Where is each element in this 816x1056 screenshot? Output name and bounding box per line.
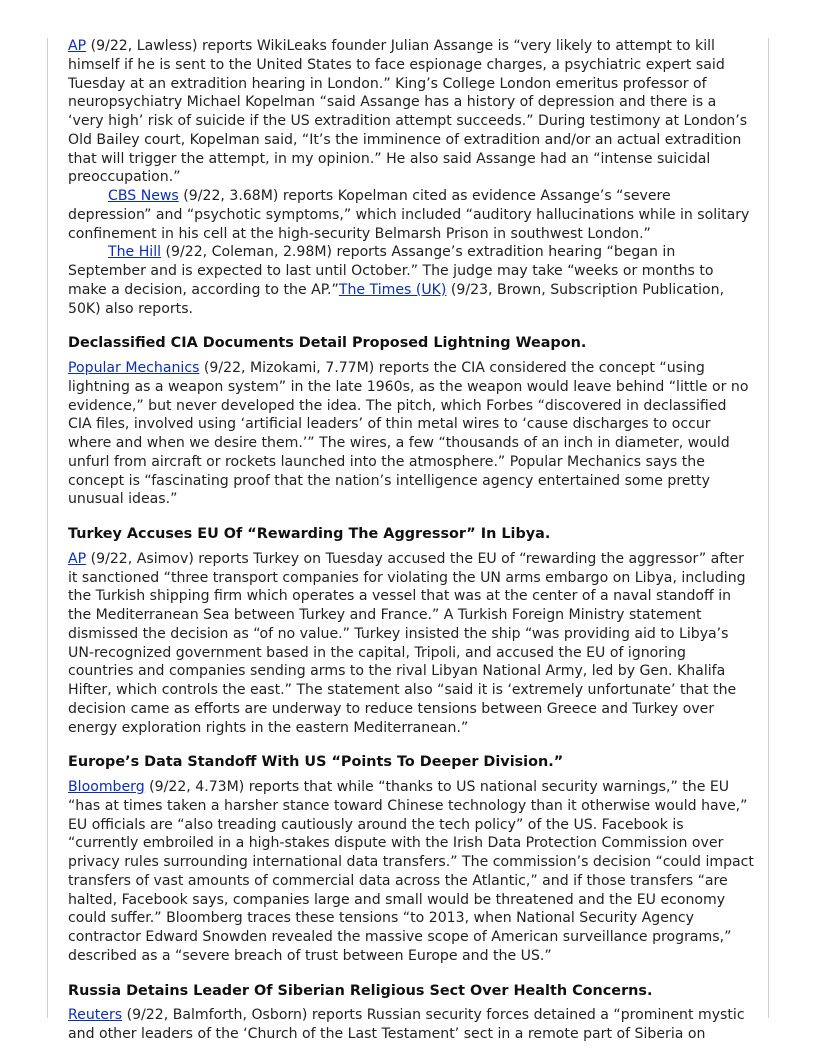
article-text: (9/23, Brown, Subscription Publication, 50K) also reports. xyxy=(68,281,725,317)
source-link-the-times-uk[interactable]: The Times (UK) xyxy=(338,281,447,298)
article-russia-sect xyxy=(68,982,754,1044)
source-link-bloomberg[interactable]: Bloomberg xyxy=(68,779,145,795)
article-text: (9/22, Mizokami, 7.77M) reports the CIA considered the concept “using lightning as a weapon system” in the late 1960s, as the weapon would leave behind “little or no evidence,” but never developed the idea. The pitch, which Forbes “discovered in declassified CIA files, involved using ‘artificial leaders’ of thin metal wires to ‘cause discharges to occur where and when we desire them.’” The wires, a few “thousands of an inch in diameter, would unfurl from aircraft or rockets launched into the atmosphere.” Popular Mechanics says the concept is “fascinating proof that the nation’s intelligence agency entertained some pretty unusual ideas.” xyxy=(68,360,749,508)
article-text: (9/22, 3.68M) reports Kopelman cited as evidence Assange’s “severe depression” and “psychotic symptoms,” which included “auditory hallucinations while in solitary confinement in his cell at the high-security Belmarsh Prison in southwest London.” xyxy=(68,188,750,242)
article-cia-lightning xyxy=(68,334,754,509)
page-right-border xyxy=(768,38,769,1018)
article-headline: Turkey Accuses EU Of “Rewarding The Aggressor” In Libya. xyxy=(68,526,551,542)
source-link-popular-mechanics[interactable]: Popular Mechanics xyxy=(68,360,200,376)
article-paragraph xyxy=(68,778,754,966)
article-headline: Declassified CIA Documents Detail Proposed Lightning Weapon. xyxy=(68,335,587,352)
source-link-the-hill[interactable]: The Hill xyxy=(108,244,162,261)
news-briefing-content xyxy=(68,37,754,1044)
article-paragraph xyxy=(68,359,754,509)
article-headline: Europe’s Data Standoff With US “Points To Deeper Division.” xyxy=(68,754,564,771)
article-paragraph xyxy=(68,187,754,243)
source-link-ap[interactable]: AP xyxy=(68,38,87,54)
article-headline: Russia Detains Leader Of Siberian Religious Sect Over Health Concerns. xyxy=(68,982,653,999)
article-text: (9/22, Lawless) reports WikiLeaks founder Julian Assange is “very likely to attempt to kill himself if he is sent to the United States to face espionage charges, a psychiatric expert said Tuesday at an extradition hearing in London.” King’s College London emeritus professor of neuropsychiatry Michael Kopelman “said Assange has a history of depression and there is a ‘very high’ risk of suicide if the US extradition attempt succeeds.” During testimony at London’s Old Bailey court, Kopelman said, “It’s the imminence of extradition and/or an actual extradition that will trigger the attempt, in my opinion.” He also said Assange had an “intense suicidal preoccupation.” xyxy=(68,38,748,186)
article-turkey-eu xyxy=(68,525,754,737)
article-paragraph xyxy=(68,243,754,318)
article-paragraph xyxy=(68,37,754,187)
article-text: (9/22, 4.73M) reports that while “thanks to US national security warnings,” the EU “has at times taken a harsher stance toward Chinese technology than it otherwise would have,” EU officials are “also treading cautiously around the tech policy” of the US. Facebook is “currently embroiled in a high-stakes dispute with the Irish Data Protection Commission over privacy rules surrounding international data transfers.” The commission’s decision “could impact transfers of vast amounts of commercial data across the Atlantic,” and if those transfers “are halted, Facebook says, companies large and small would be threatened and the EU economy could suffer.” Bloomberg traces these tensions “to 2013, when National Security Agency contractor Edward Snowden revealed the massive scope of American surveillance programs,” described as a “severe breach of trust between Europe and the US.” xyxy=(68,779,754,964)
source-link-ap[interactable]: AP xyxy=(68,550,87,567)
article-text: (9/22, Asimov) reports Turkey on Tuesday accused the EU of “rewarding the aggressor” after it sanctioned “three transport companies for violating the UN arms embargo on Libya, including the Turkish shipping firm which operates a vessel that was at the center of a naval standoff in the Mediterranean Sea between Turkey and France.” A Turkish Foreign Ministry statement dismissed the decision as “of no value.” Turkey insisted the ship “was providing aid to Libya’s UN-recognized government based in the capital, Tripoli, and accused the EU of ignoring countries and companies sending arms to the rival Libyan National Army, led by Gen. Khalifa Hifter, which controls the east.” The statement also “said it is ‘extremely unfortunate’ that the decision came as efforts are underway to reduce tensions between Greece and Turkey over energy exploration rights in the eastern Mediterranean.” xyxy=(68,550,746,736)
article-paragraph xyxy=(68,550,754,738)
page-left-border xyxy=(47,38,48,1018)
article-text: (9/22, Coleman, 2.98M) reports Assange’s extradition hearing “began in September and is expected to last until October.” The judge may take “weeks or months to make a decision, according to the AP.” xyxy=(68,244,714,298)
source-link-reuters[interactable]: Reuters xyxy=(68,1007,123,1024)
article-text: (9/22, Balmforth, Osborn) reports Russian security forces detained a “prominent mystic and other leaders of the ‘Church of the Last Testament’ sect in a remote part of Siberia on xyxy=(68,1007,745,1042)
source-link-cbs-news[interactable]: CBS News xyxy=(108,188,179,204)
article-europe-data xyxy=(68,753,754,965)
article-assange xyxy=(68,37,754,318)
article-paragraph xyxy=(68,1006,754,1044)
